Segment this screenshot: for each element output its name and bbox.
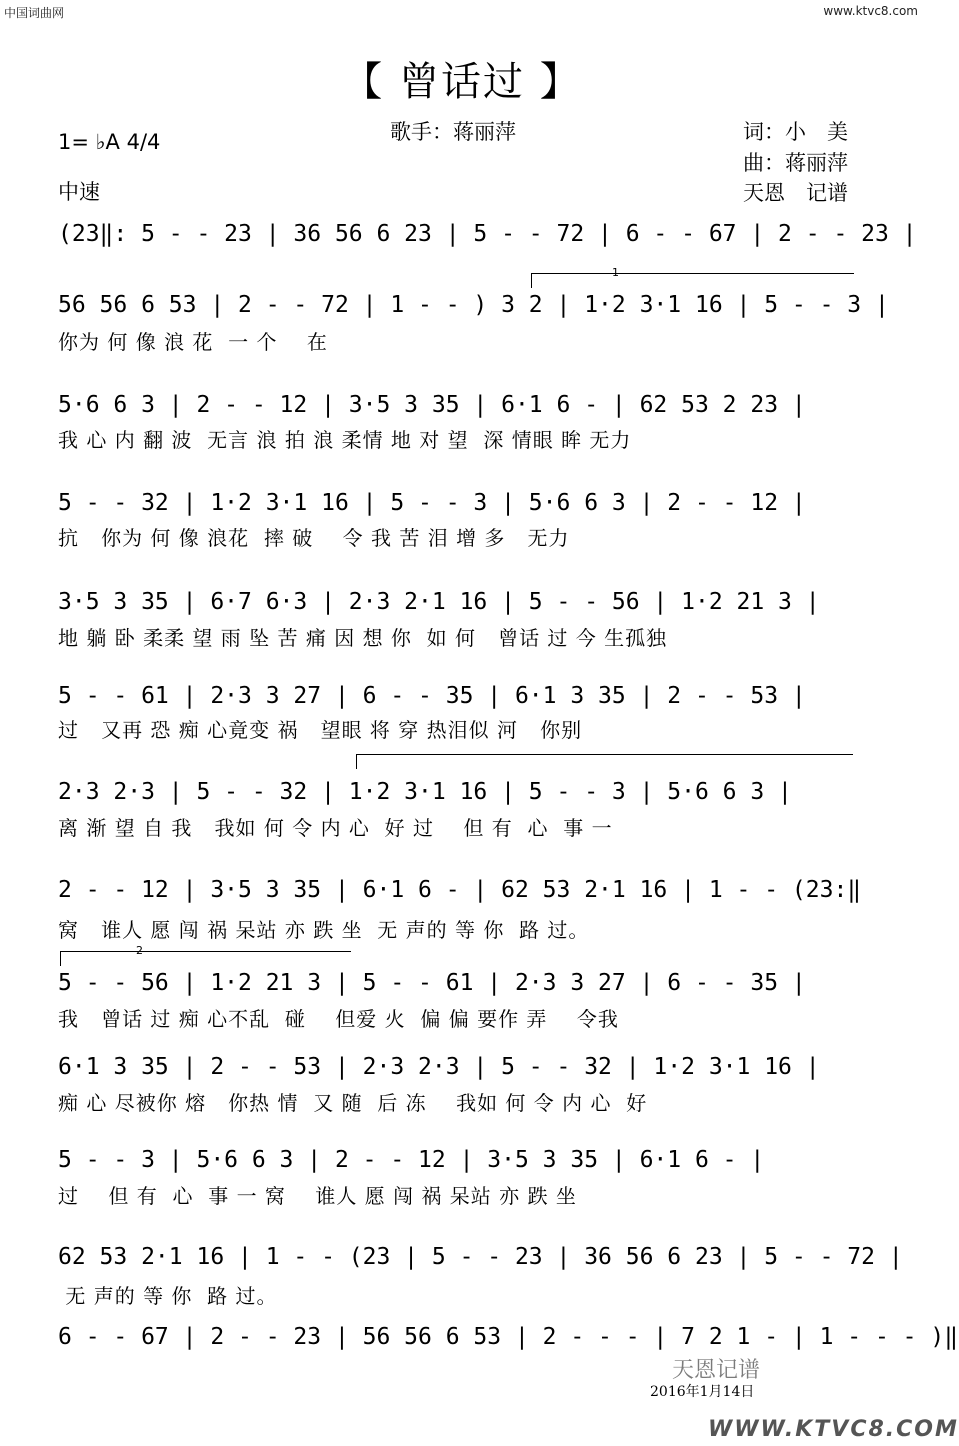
site-watermark: WWW.KTVC8.COM	[708, 1417, 959, 1442]
tempo-marking: 中速	[58, 180, 100, 204]
notation-line-4: 5 - - 32 | 1·2 3·1 16 | 5 - - 3 | 5·6 6 3 | 2 - - 12 |	[58, 490, 806, 516]
transcription-date: 2016年1月14日	[650, 1384, 755, 1400]
volta-number-2: 2	[136, 944, 143, 957]
lyric-line-4: 抗 你为 何 像 浪花 摔 破 令 我 苦 泪 增 多 无力	[58, 526, 570, 550]
lyricist-credit: 词：小 美	[743, 120, 848, 144]
notation-line-10: 6·1 3 35 | 2 - - 53 | 2·3 2·3 | 5 - - 32 | 1·2 3·1 16 |	[58, 1054, 820, 1080]
lyric-line-12: 无 声的 等 你 路 过。	[58, 1284, 278, 1308]
notation-line-2: 56 56 6 53 | 2 - - 72 | 1 - - ) 3 2 | 1·2 3·1 16 | 5 - - 3 |	[58, 292, 889, 318]
singer-credit: 歌手：蒋丽萍	[390, 120, 516, 144]
lyric-line-11: 过 但 有 心 事 一 窝 谁人 愿 闯 祸 呆站 亦 跌 坐	[58, 1184, 577, 1208]
transcriber-stamp: 天恩记谱	[672, 1358, 761, 1383]
lyric-line-6: 过 又再 恐 痴 心竟变 祸 望眼 将 穿 热泪似 河 你别	[58, 718, 583, 742]
lyric-line-3: 我 心 内 翻 波 无言 浪 拍 浪 柔情 地 对 望 深 情眼 眸 无力	[58, 428, 632, 452]
notation-line-3: 5·6 6 3 | 2 - - 12 | 3·5 3 35 | 6·1 6 - | 62 53 2 23 |	[58, 392, 806, 418]
lyric-line-10: 痴 心 尽被你 熔 你热 情 又 随 后 冻 我如 何 令 内 心 好	[58, 1091, 648, 1115]
notation-line-5: 3·5 3 35 | 6·7 6·3 | 2·3 2·1 16 | 5 - - 56 | 1·2 21 3 |	[58, 589, 820, 615]
lyric-line-7: 离 渐 望 自 我 我如 何 令 内 心 好 过 但 有 心 事 一	[58, 816, 613, 840]
lyric-line-5: 地 躺 卧 柔柔 望 雨 坠 苦 痛 因 想 你 如 何 曾话 过 今 生孤独	[58, 626, 668, 650]
notation-line-13: 6 - - 67 | 2 - - 23 | 56 56 6 53 | 2 - - - | 7 2 1 - | 1 - - - )‖	[58, 1324, 959, 1350]
transcriber-credit: 天恩 记谱	[743, 181, 848, 205]
notation-line-12: 62 53 2·1 16 | 1 - - (23 | 5 - - 23 | 36 56 6 23 | 5 - - 72 |	[58, 1244, 903, 1270]
volta-bracket-1-second	[356, 754, 853, 769]
notation-line-1: (23‖: 5 - - 23 | 36 56 6 23 | 5 - - 72 | 6 - - 67 | 2 - - 23 |	[58, 221, 917, 247]
notation-line-9: 5 - - 56 | 1·2 21 3 | 5 - - 61 | 2·3 3 27 | 6 - - 35 |	[58, 970, 806, 996]
notation-line-8: 2 - - 12 | 3·5 3 35 | 6·1 6 - | 62 53 2·1 16 | 1 - - (23:‖	[58, 877, 862, 903]
site-name-left: 中国词曲网	[4, 6, 65, 20]
composer-credit: 曲：蒋丽萍	[743, 151, 848, 175]
notation-line-7: 2·3 2·3 | 5 - - 32 | 1·2 3·1 16 | 5 - - 3 | 5·6 6 3 |	[58, 779, 792, 805]
key-signature: 1= ♭A 4/4	[58, 130, 161, 154]
song-title: 【 曾话过 】	[342, 59, 582, 105]
volta-bracket-2	[60, 951, 351, 966]
lyric-line-9: 我 曾话 过 痴 心不乱 碰 但爱 火 偏 偏 要作 弄 令我	[58, 1007, 619, 1031]
lyric-line-2: 你为 何 像 浪 花 一 个 在	[58, 330, 328, 354]
site-url-right: www.ktvc8.com	[823, 4, 918, 18]
notation-line-6: 5 - - 61 | 2·3 3 27 | 6 - - 35 | 6·1 3 35 | 2 - - 53 |	[58, 683, 806, 709]
notation-line-11: 5 - - 3 | 5·6 6 3 | 2 - - 12 | 3·5 3 35 | 6·1 6 - |	[58, 1147, 765, 1173]
volta-number-1: 1	[612, 266, 619, 279]
lyric-line-8: 窝 谁人 愿 闯 祸 呆站 亦 跌 坐 无 声的 等 你 路 过。	[58, 918, 590, 942]
volta-bracket-1	[531, 273, 854, 288]
